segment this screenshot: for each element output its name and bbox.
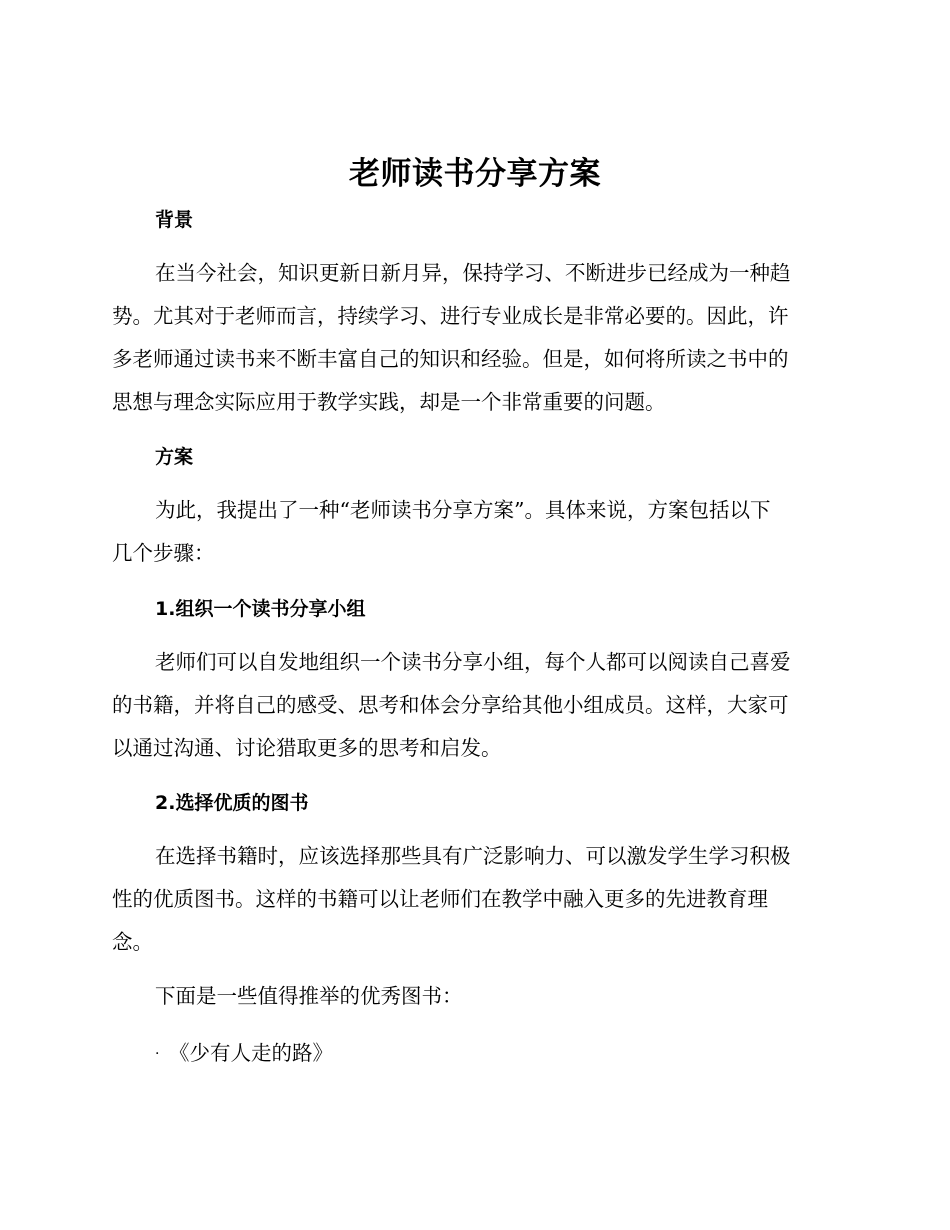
- section-heading-background: 背景: [155, 209, 194, 231]
- paragraph-line: 下面是一些值得推举的优秀图书：: [155, 984, 463, 1008]
- paragraph-line: 多老师通过读书来不断丰富自己的知识和经验。但是，如何将所读之书中的: [112, 347, 789, 371]
- paragraph-line: 思想与理念实际应用于教学实践，却是一个非常重要的问题。: [112, 390, 666, 414]
- paragraph-line: 以通过沟通、讨论猎取更多的思考和启发。: [112, 736, 502, 760]
- book-title: 《少有人走的路》: [169, 1041, 333, 1065]
- paragraph-line: 性的优质图书。这样的书籍可以让老师们在教学中融入更多的先进教育理: [112, 887, 768, 911]
- paragraph-line: 在选择书籍时，应该选择那些具有广泛影响力、可以激发学生学习积极: [155, 844, 791, 868]
- paragraph-step2: [112, 835, 832, 964]
- paragraph-line: 老师们可以自发地组织一个读书分享小组，每个人都可以阅读自己喜爱: [155, 650, 791, 674]
- book-list-item: [155, 1032, 333, 1076]
- paragraph-line: 为此，我提出了一种“老师读书分享方案”。具体来说，方案包括以下: [155, 498, 771, 522]
- bullet-icon: ·: [155, 1046, 160, 1062]
- paragraph-line: 在当今社会，知识更新日新月异，保持学习、不断进步已经成为一种趋: [155, 261, 791, 285]
- paragraph-line: 念。: [112, 930, 153, 954]
- section-heading-step2: 2.选择优质的图书: [155, 792, 309, 814]
- paragraph-line: 几个步骤：: [112, 541, 215, 565]
- paragraph-line: 势。尤其对于老师而言，持续学习、进行专业成长是非常必要的。因此，许: [112, 304, 789, 328]
- paragraph-background: [112, 252, 832, 424]
- paragraph-recommend-intro: [112, 975, 832, 1018]
- section-heading-step1: 1.组织一个读书分享小组: [155, 598, 366, 620]
- paragraph-plan: [112, 489, 832, 575]
- section-heading-plan: 方案: [155, 446, 194, 468]
- paragraph-step1: [112, 641, 832, 770]
- document-title: 老师读书分享方案: [349, 156, 601, 192]
- paragraph-line: 的书籍，并将自己的感受、思考和体会分享给其他小组成员。这样，大家可: [112, 693, 789, 717]
